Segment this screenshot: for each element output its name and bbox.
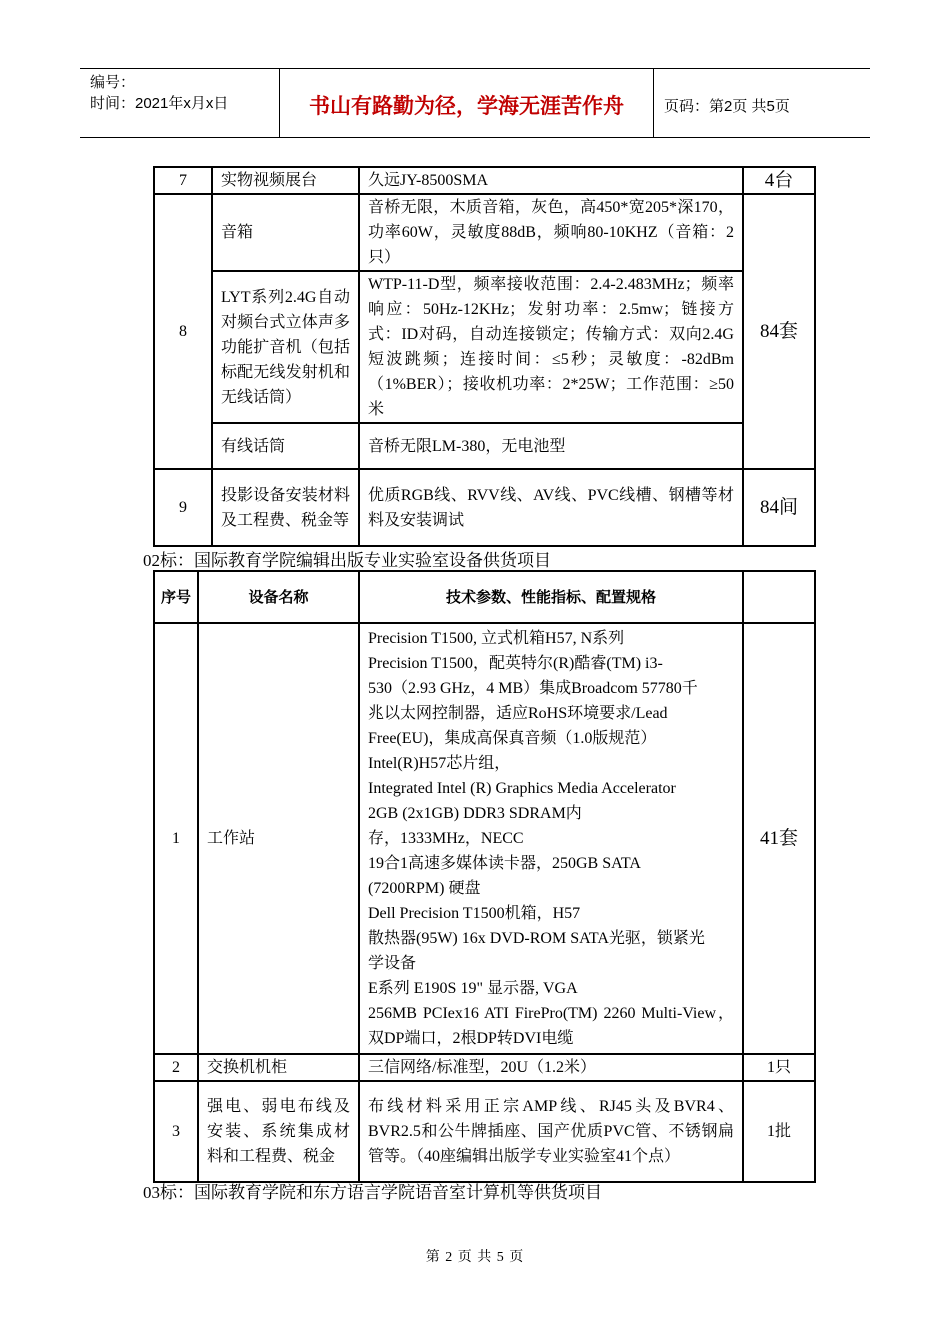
row-qty: 84间 (743, 469, 815, 546)
table-row (154, 271, 815, 423)
header-qty (743, 571, 815, 623)
table-row (154, 167, 815, 194)
table-row (154, 194, 815, 271)
header-motto: 书山有路勤为径，学海无涯苦作舟 (280, 69, 654, 137)
row-qty: 1只 (743, 1054, 815, 1081)
row-no: 1 (154, 623, 198, 1054)
row-no: 7 (154, 167, 212, 194)
row-qty: 4台 (743, 167, 815, 194)
spec-line: Free(EU)，集成高保真音频（1.0版规范） (368, 730, 657, 747)
header-spec: 技术参数、性能指标、配置规格 (359, 571, 743, 623)
row-name: 工作站 (198, 623, 359, 1054)
row-name: 强电、弱电布线及安装、系统集成材料和工程费、税金 (198, 1081, 359, 1182)
spec-line: 学设备 (368, 955, 417, 972)
spec-line: 2GB (2x1GB) DDR3 SDRAM内 (368, 805, 582, 822)
row-qty: 41套 (743, 623, 815, 1054)
row-no: 3 (154, 1081, 198, 1182)
page-number-label: 页码：第2页 共5页 (664, 97, 790, 115)
row-spec: WTP-11-D型，频率接收范围：2.4-2.483MHz；频率响应：50Hz-12KHz；发射功率：2.5mw；链接方式：ID对码，自动连接锁定；传输方式：双向2.4G短波跳频；连接时间：≤5秒；灵敏度：-82dBm（1%BER）；接收机功率：2*25W；工作范围：≥50米 (359, 271, 743, 423)
table-row (154, 469, 815, 546)
row-qty: 1批 (743, 1081, 815, 1182)
row-no: 8 (154, 194, 212, 469)
spec-line: (7200RPM) 硬盘 (368, 880, 481, 897)
table-row (154, 623, 815, 1054)
spec-line: 256MB PCIex16 ATI FirePro(TM) 2260 Multi-View，双DP端口，2根DP转DVI电缆 (368, 1005, 734, 1047)
row-name: LYT系列2.4G自动对频台式立体声多功能扩音机（包括标配无线发射机和无线话筒） (212, 271, 359, 423)
row-name: 有线话筒 (212, 423, 359, 469)
header-left (80, 69, 280, 137)
spec-line: 19合1高速多媒体读卡器，250GB SATA (368, 855, 641, 872)
row-spec: 音桥无限LM-380，无电池型 (359, 423, 743, 469)
row-spec: 久远JY-8500SMA (359, 167, 743, 194)
page-footer: 第 2 页 共 5 页 (425, 1250, 525, 1265)
header-name: 设备名称 (198, 571, 359, 623)
section-03-title: 03标：国际教育学院和东方语言学院语音室计算机等供货项目 (143, 1183, 602, 1202)
spec-line: E系列 E190S 19" 显示器, VGA (368, 980, 578, 997)
page-header (80, 68, 870, 138)
section-02-title: 02标：国际教育学院编辑出版专业实验室设备供货项目 (143, 551, 551, 570)
row-name: 音箱 (212, 194, 359, 271)
spec-line: 兆以太网控制器，适应RoHS环境要求/Lead (368, 705, 668, 722)
spec-line: 存，1333MHz，NECC (368, 830, 524, 847)
spec-line: Intel(R)H57芯片组， (368, 755, 511, 772)
spec-line: Precision T1500，配英特尔(R)酷睿(TM) i3- (368, 655, 663, 672)
table-row (154, 423, 815, 469)
equipment-table-02 (153, 570, 816, 1183)
spec-line: 530（2.93 GHz，4 MB）集成Broadcom 57780千 (368, 680, 698, 697)
number-label: 编号： (90, 74, 136, 91)
row-name: 实物视频展台 (212, 167, 359, 194)
row-no: 9 (154, 469, 212, 546)
equipment-table-01 (153, 166, 816, 547)
table-row (154, 1054, 815, 1081)
spec-line: 散热器(95W) 16x DVD-ROM SATA光驱，锁紧光 (368, 930, 705, 947)
table-row (154, 1081, 815, 1182)
row-spec: 优质RGB线、RVV线、AV线、PVC线槽、钢槽等材料及安装调试 (359, 469, 743, 546)
row-qty: 84套 (743, 194, 815, 469)
spec-line: Dell Precision T1500机箱，H57 (368, 905, 581, 922)
row-spec: 三信网络/标准型，20U（1.2米） (359, 1054, 743, 1081)
row-spec: 布线材料采用正宗AMP线、RJ45头及BVR4、BVR2.5和公牛牌插座、国产优质PVC管、不锈钢扁管等。（40座编辑出版学专业实验室41个点） (359, 1081, 743, 1182)
table-header-row (154, 571, 815, 623)
row-name: 投影设备安装材料及工程费、税金等 (212, 469, 359, 546)
row-name: 交换机机柜 (198, 1054, 359, 1081)
spec-line: Precision T1500, 立式机箱H57, N系列 (368, 630, 625, 647)
row-spec (359, 623, 743, 1054)
spec-line: Integrated Intel (R) Graphics Media Accelerator (368, 780, 676, 797)
header-no: 序号 (154, 571, 198, 623)
time-label: 时间：2021年x月x日 (90, 95, 229, 112)
row-spec: 音桥无限，木质音箱，灰色，高450*宽205*深170，功率60W，灵敏度88dB，频响80-10KHZ（音箱：2只） (359, 194, 743, 271)
row-no: 2 (154, 1054, 198, 1081)
